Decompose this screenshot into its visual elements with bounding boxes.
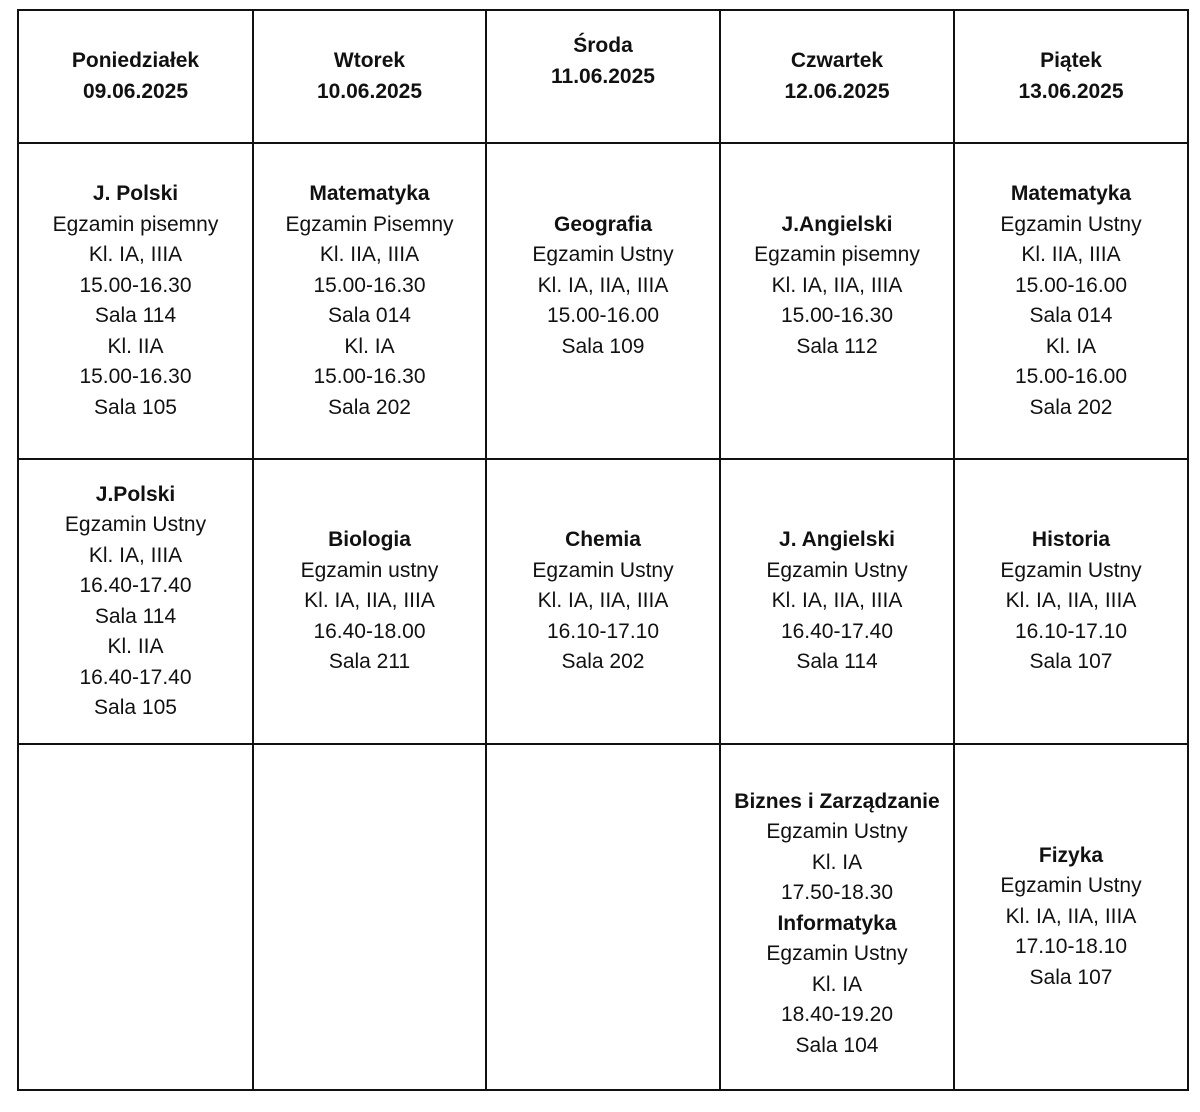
day-date: 11.06.2025 [551,64,655,88]
exam-room: Sala 114 [94,304,177,327]
exam-entry [487,210,719,363]
day-name: Wtorek [333,49,406,72]
exam-type: Egzamin Ustny [766,558,908,582]
exam-classes: Kl. IA, IIIA [88,243,183,266]
exam-cell-tuesday-3-empty [253,744,486,1090]
exam-subject: J. Angielski [779,528,895,552]
exam-entry [19,179,252,423]
exam-room: Sala 202 [561,650,645,674]
day-date: 10.06.2025 [316,79,423,103]
exam-row-2 [18,459,1188,744]
exam-row-3 [18,744,1188,1090]
exam-row-1 [18,143,1188,459]
exam-room: Sala 014 [1029,304,1113,327]
exam-time: 16.10-17.10 [1014,619,1128,643]
exam-classes: Kl. IA, IIA, IIIA [304,589,435,613]
exam-entry [721,210,953,363]
day-name: Poniedziałek [71,49,200,72]
exam-time: 18.40-19.20 [780,1003,894,1027]
exam-time: 16.40-17.40 [780,619,894,643]
exam-entry [955,841,1187,994]
exam-time: 15.00-16.00 [546,304,660,328]
exam-entry [487,525,719,678]
day-header-monday [18,10,253,143]
day-name: Środa [573,34,633,57]
exam-time: 16.40-17.40 [79,574,192,597]
exam-subject: Biologia [328,528,411,552]
day-date: 09.06.2025 [82,79,189,103]
exam-cell-friday-3 [954,744,1188,1090]
exam-entry [955,525,1187,678]
exam-time: 15.00-16.30 [313,365,426,388]
exam-subject: Fizyka [1038,843,1104,867]
exam-classes: Kl. IA [1045,334,1097,358]
exam-entry [721,787,953,1062]
exam-cell-thursday-3 [720,744,954,1090]
exam-cell-thursday-1 [720,143,954,459]
day-date: 12.06.2025 [784,79,890,103]
exam-schedule-table [17,9,1189,1091]
exam-subject-second: Informatyka [777,911,897,935]
exam-type: Egzamin pisemny [52,212,219,236]
exam-cell-tuesday-1 [253,143,486,459]
exam-cell-wednesday-3-empty [486,744,720,1090]
day-header-content [487,31,719,92]
exam-time: 16.40-17.40 [79,665,192,689]
exam-room: Sala 105 [94,696,177,719]
exam-type: Egzamin Ustny [64,513,207,536]
exam-type: Egzamin Ustny [766,820,908,844]
exam-classes: Kl. IIA [107,334,164,358]
exam-classes: Kl. IA, IIIA [88,543,183,567]
exam-subject: J.Polski [95,482,176,506]
exam-type: Egzamin Ustny [1000,874,1142,898]
exam-room: Sala 104 [795,1033,879,1057]
exam-room: Sala 114 [94,604,177,628]
exam-cell-tuesday-2 [253,459,486,744]
day-header-wednesday [486,10,720,143]
exam-classes: Kl. IA [344,334,395,358]
exam-classes: Kl. IIA, IIIA [1021,243,1121,266]
exam-type: Egzamin Ustny [1000,558,1142,582]
exam-entry [955,179,1187,423]
exam-classes: Kl. IA, IIA, IIIA [1005,589,1137,613]
exam-subject: Matematyka [1010,182,1132,205]
exam-time: 15.00-16.30 [79,273,192,297]
exam-cell-monday-3-empty [18,744,253,1090]
exam-room: Sala 112 [796,334,878,358]
day-header-thursday [720,10,954,143]
exam-time: 15.00-16.00 [1014,365,1128,388]
exam-room: Sala 202 [328,395,411,419]
exam-subject: Historia [1031,528,1111,552]
exam-type: Egzamin Ustny [532,558,674,582]
exam-type: Egzamin Ustny [1000,212,1142,236]
exam-cell-monday-1 [18,143,253,459]
exam-classes: Kl. IA, IIA, IIIA [771,273,903,297]
exam-entry [721,525,953,678]
exam-type: Egzamin Pisemny [285,212,454,236]
exam-type: Egzamin ustny [300,558,439,582]
exam-room: Sala 107 [1029,650,1113,674]
day-name: Piątek [1040,49,1102,72]
exam-room: Sala 107 [1029,965,1113,989]
exam-classes: Kl. IA, IIA, IIIA [1005,904,1137,928]
exam-classes: Kl. IA [811,972,863,996]
exam-time: 17.50-18.30 [780,881,894,905]
exam-time: 15.00-16.30 [313,273,426,297]
exam-cell-wednesday-1 [486,143,720,459]
exam-cell-wednesday-2 [486,459,720,744]
exam-cell-thursday-2 [720,459,954,744]
exam-subject: J.Angielski [781,212,893,236]
exam-cell-friday-2 [954,459,1188,744]
exam-time: 16.10-17.10 [546,619,660,643]
exam-classes: Kl. IA, IIA, IIIA [537,273,669,297]
exam-classes: Kl. IA, IIA, IIIA [537,589,669,613]
exam-entry [254,179,485,423]
exam-entry [19,480,252,724]
exam-entry [254,525,485,678]
exam-type: Egzamin Ustny [766,942,908,966]
exam-time: 15.00-16.00 [1014,273,1128,297]
exam-room: Sala 114 [796,650,878,674]
exam-classes: Kl. IA [811,850,863,874]
exam-subject: Biznes i Zarządzanie [734,789,940,813]
day-name: Czwartek [790,49,884,72]
exam-classes: Kl. IIA, IIIA [319,243,420,266]
exam-cell-monday-2 [18,459,253,744]
exam-classes: Kl. IIA [107,635,164,658]
exam-cell-friday-1 [954,143,1188,459]
exam-time: 15.00-16.30 [780,304,894,328]
exam-type: Egzamin pisemny [754,243,920,267]
exam-room: Sala 211 [328,650,411,674]
exam-time: 16.40-18.00 [313,619,426,643]
exam-time: 15.00-16.30 [79,365,192,388]
exam-classes: Kl. IA, IIA, IIIA [771,589,903,613]
exam-subject: Matematyka [309,182,430,205]
exam-type: Egzamin Ustny [532,243,674,267]
exam-room: Sala 109 [561,334,645,358]
exam-room: Sala 202 [1029,395,1113,419]
day-date: 13.06.2025 [1018,79,1124,103]
day-header-row [18,10,1188,143]
exam-subject: Chemia [565,528,641,552]
exam-room: Sala 105 [94,395,177,419]
day-header-friday [954,10,1188,143]
exam-room: Sala 014 [328,304,411,327]
exam-subject: Geografia [553,212,653,236]
exam-subject: J. Polski [92,182,179,205]
day-header-tuesday [253,10,486,143]
exam-time: 17.10-18.10 [1014,935,1128,959]
